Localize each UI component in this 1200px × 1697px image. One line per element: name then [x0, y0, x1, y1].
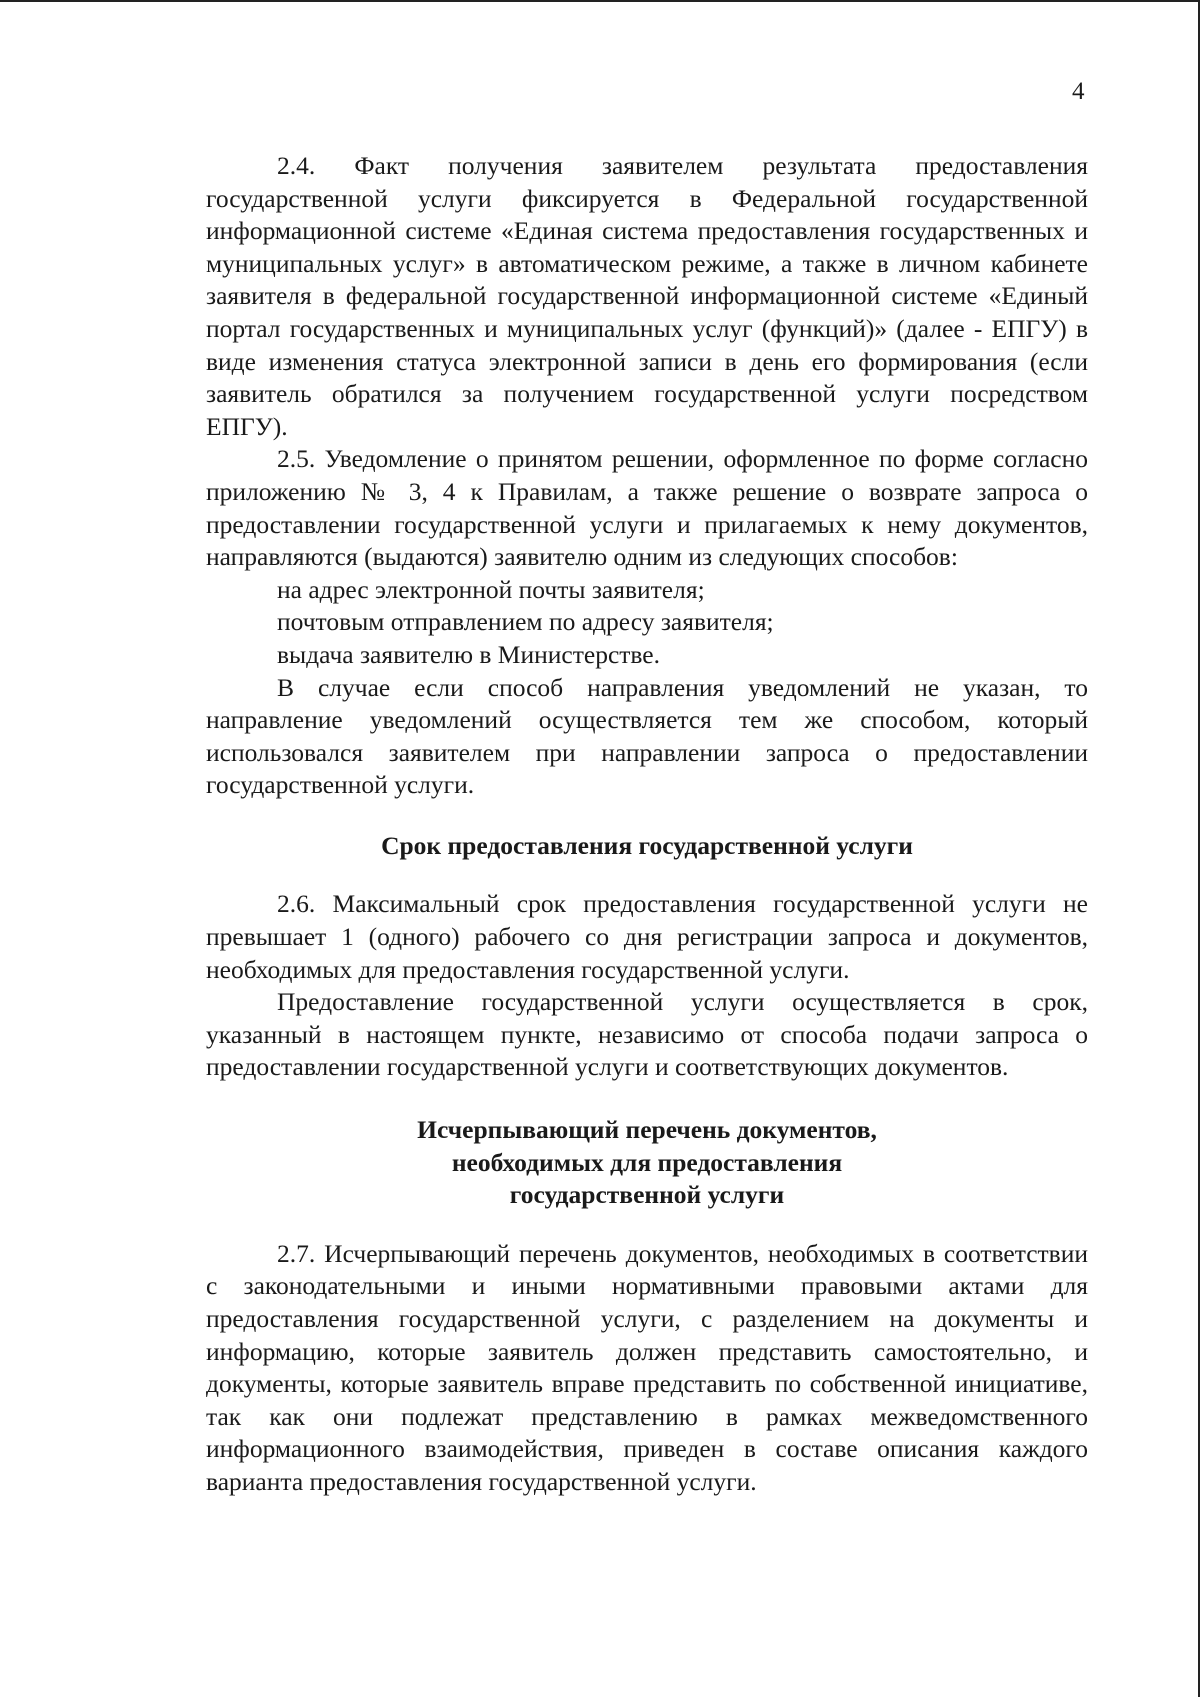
page-number: 4 [1072, 78, 1085, 105]
section-heading-srok: Срок предоставления государственной услуги [381, 830, 913, 860]
heading-line: государственной услуги [509, 1180, 785, 1210]
paragraph-2-6: 2.6. Максимальный срок предоставления государственной услуги не превышает 1 (одного) рабочего со дня регистрации запроса и документов, необходимых для предоставления государственной услуги. [206, 889, 1088, 984]
list-item: почтовым отправлением по адресу заявителя; [277, 607, 774, 637]
heading-line: Исчерпывающий перечень документов, [417, 1115, 877, 1145]
paragraph-srok-note: Предоставление государственной услуги осуществляется в срок, указанный в настоящем пункте, независимо от способа подачи запроса о предоставлении государственной услуги и соответствующих документов. [206, 987, 1088, 1082]
paragraph-notification-case: В случае если способ направления уведомлений не указан, то направление уведомлений осуществляется тем же способом, который использовался заявителем при направлении запроса о предоставлении государственной услуги. [206, 672, 1088, 800]
section-heading-perechen [206, 1114, 1088, 1212]
list-item: на адрес электронной почты заявителя; [277, 574, 705, 604]
paragraph-2-5: 2.5. Уведомление о принятом решении, оформленное по форме согласно приложению № 3, 4 к Правилам, а также решение о возврате запроса о предоставлении государственной услуги и прилагаемых к нему документов, направляются (выдаются) заявителю одним из следующих способов: [206, 444, 1088, 572]
paragraph-2-4: 2.4. Факт получения заявителем результата предоставления государственной услуги фиксируется в Федеральной государственной информационной системе «Единая система предоставления государственных и муниципальных услуг» в автоматическом режиме, а также в личном кабинете заявителя в федеральной государственной информационной системе «Единый портал государственных и муниципальных услуг (функций)» (далее - ЕПГУ) в виде изменения статуса электронной записи в день его формирования (если заявитель обратился за получением государственной услуги посредством ЕПГУ). [206, 151, 1088, 441]
paragraph-2-7: 2.7. Исчерпывающий перечень документов, необходимых в соответствии с законодательными и иными нормативными правовыми актами для предоставления государственной услуги, с разделением на документы и информацию, которые заявитель должен представить самостоятельно, и документы, которые заявитель вправе представить по собственной инициативе, так как они подлежат представлению в рамках межведомственного информационного взаимодействия, приведен в составе описания каждого варианта предоставления государственной услуги. [206, 1238, 1088, 1496]
list-item: выдача заявителю в Министерстве. [277, 639, 660, 669]
document-body [206, 150, 1088, 1499]
heading-line: необходимых для предоставления [451, 1147, 843, 1177]
